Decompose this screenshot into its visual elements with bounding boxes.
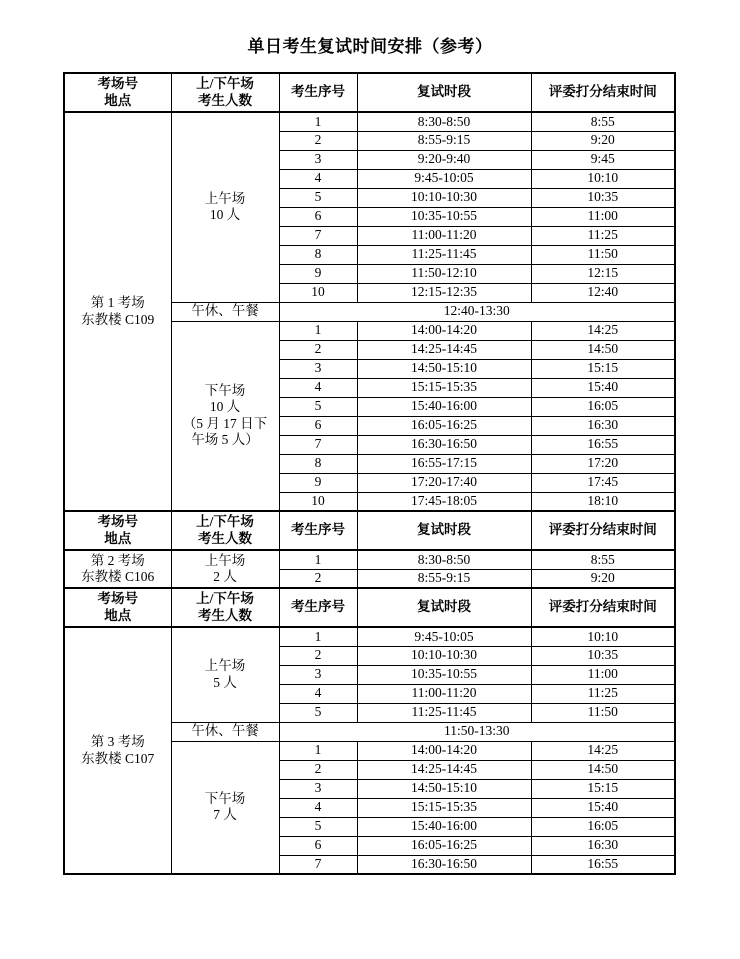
scoring-end-cell: 16:05 bbox=[531, 397, 675, 416]
candidate-seq-cell: 4 bbox=[279, 169, 357, 188]
candidate-seq-cell: 9 bbox=[279, 264, 357, 283]
break-label-cell: 午休、午餐 bbox=[171, 302, 279, 321]
interview-period-cell: 11:50-12:10 bbox=[357, 264, 531, 283]
table-row bbox=[64, 112, 675, 131]
break-time-cell: 12:40-13:30 bbox=[279, 302, 675, 321]
interview-period-cell: 10:10-10:30 bbox=[357, 646, 531, 665]
interview-period-cell: 14:00-14:20 bbox=[357, 741, 531, 760]
session-cell: 上午场 10 人 bbox=[171, 112, 279, 302]
candidate-seq-cell: 2 bbox=[279, 569, 357, 588]
break-label-cell: 午休、午餐 bbox=[171, 722, 279, 741]
interview-period-cell: 15:40-16:00 bbox=[357, 817, 531, 836]
interview-period-cell: 8:55-9:15 bbox=[357, 569, 531, 588]
candidate-seq-cell: 7 bbox=[279, 855, 357, 874]
header-row bbox=[64, 511, 675, 550]
interview-period-cell: 11:25-11:45 bbox=[357, 703, 531, 722]
scoring-end-cell: 18:10 bbox=[531, 492, 675, 511]
candidate-seq-cell: 6 bbox=[279, 207, 357, 226]
session-cell: 上午场 2 人 bbox=[171, 550, 279, 588]
interview-period-cell: 11:25-11:45 bbox=[357, 245, 531, 264]
candidate-seq-cell: 6 bbox=[279, 416, 357, 435]
header-room-cell: 考场号 地点 bbox=[64, 588, 171, 627]
candidate-seq-cell: 2 bbox=[279, 340, 357, 359]
header-row bbox=[64, 588, 675, 627]
interview-period-cell: 17:20-17:40 bbox=[357, 473, 531, 492]
scoring-end-cell: 10:10 bbox=[531, 627, 675, 646]
candidate-seq-cell: 2 bbox=[279, 131, 357, 150]
candidate-seq-cell: 9 bbox=[279, 473, 357, 492]
header-end-time-cell: 评委打分结束时间 bbox=[531, 511, 675, 550]
interview-period-cell: 16:30-16:50 bbox=[357, 435, 531, 454]
interview-period-cell: 15:15-15:35 bbox=[357, 378, 531, 397]
candidate-seq-cell: 8 bbox=[279, 454, 357, 473]
scoring-end-cell: 8:55 bbox=[531, 550, 675, 569]
candidate-seq-cell: 10 bbox=[279, 492, 357, 511]
scoring-end-cell: 16:30 bbox=[531, 836, 675, 855]
interview-period-cell: 17:45-18:05 bbox=[357, 492, 531, 511]
room-cell: 第 2 考场 东教楼 C106 bbox=[64, 550, 171, 588]
scoring-end-cell: 9:20 bbox=[531, 569, 675, 588]
interview-period-cell: 15:40-16:00 bbox=[357, 397, 531, 416]
header-end-time-cell: 评委打分结束时间 bbox=[531, 588, 675, 627]
scoring-end-cell: 15:40 bbox=[531, 378, 675, 397]
scoring-end-cell: 9:45 bbox=[531, 150, 675, 169]
scoring-end-cell: 16:05 bbox=[531, 817, 675, 836]
scoring-end-cell: 14:50 bbox=[531, 760, 675, 779]
interview-period-cell: 10:35-10:55 bbox=[357, 207, 531, 226]
candidate-seq-cell: 7 bbox=[279, 226, 357, 245]
scoring-end-cell: 8:55 bbox=[531, 112, 675, 131]
interview-period-cell: 12:15-12:35 bbox=[357, 283, 531, 302]
page-title: 单日考生复试时间安排（参考） bbox=[247, 37, 493, 56]
header-room-cell: 考场号 地点 bbox=[64, 511, 171, 550]
candidate-seq-cell: 7 bbox=[279, 435, 357, 454]
interview-period-cell: 14:00-14:20 bbox=[357, 321, 531, 340]
interview-period-cell: 11:00-11:20 bbox=[357, 226, 531, 245]
interview-period-cell: 14:50-15:10 bbox=[357, 779, 531, 798]
scoring-end-cell: 12:40 bbox=[531, 283, 675, 302]
header-seq-cell: 考生序号 bbox=[279, 588, 357, 627]
scoring-end-cell: 14:25 bbox=[531, 321, 675, 340]
candidate-seq-cell: 4 bbox=[279, 798, 357, 817]
candidate-seq-cell: 10 bbox=[279, 283, 357, 302]
header-period-cell: 复试时段 bbox=[357, 73, 531, 112]
candidate-seq-cell: 3 bbox=[279, 150, 357, 169]
scoring-end-cell: 9:20 bbox=[531, 131, 675, 150]
candidate-seq-cell: 4 bbox=[279, 378, 357, 397]
candidate-seq-cell: 1 bbox=[279, 741, 357, 760]
scoring-end-cell: 12:15 bbox=[531, 264, 675, 283]
interview-period-cell: 9:20-9:40 bbox=[357, 150, 531, 169]
scoring-end-cell: 10:35 bbox=[531, 646, 675, 665]
interview-period-cell: 16:05-16:25 bbox=[357, 836, 531, 855]
schedule-table-body bbox=[64, 73, 675, 874]
scoring-end-cell: 16:30 bbox=[531, 416, 675, 435]
header-session-cell: 上/下午场 考生人数 bbox=[171, 73, 279, 112]
scoring-end-cell: 16:55 bbox=[531, 855, 675, 874]
candidate-seq-cell: 5 bbox=[279, 817, 357, 836]
candidate-seq-cell: 4 bbox=[279, 684, 357, 703]
room-cell: 第 1 考场 东教楼 C109 bbox=[64, 112, 171, 511]
scoring-end-cell: 11:00 bbox=[531, 207, 675, 226]
candidate-seq-cell: 1 bbox=[279, 321, 357, 340]
scoring-end-cell: 11:25 bbox=[531, 684, 675, 703]
interview-period-cell: 8:30-8:50 bbox=[357, 550, 531, 569]
candidate-seq-cell: 3 bbox=[279, 665, 357, 684]
scoring-end-cell: 15:15 bbox=[531, 359, 675, 378]
scoring-end-cell: 14:50 bbox=[531, 340, 675, 359]
interview-period-cell: 9:45-10:05 bbox=[357, 169, 531, 188]
session-cell: 上午场 5 人 bbox=[171, 627, 279, 722]
header-session-cell: 上/下午场 考生人数 bbox=[171, 511, 279, 550]
interview-period-cell: 16:55-17:15 bbox=[357, 454, 531, 473]
scoring-end-cell: 10:10 bbox=[531, 169, 675, 188]
candidate-seq-cell: 1 bbox=[279, 112, 357, 131]
interview-period-cell: 14:50-15:10 bbox=[357, 359, 531, 378]
scoring-end-cell: 14:25 bbox=[531, 741, 675, 760]
schedule-table bbox=[63, 72, 676, 875]
header-end-time-cell: 评委打分结束时间 bbox=[531, 73, 675, 112]
interview-period-cell: 10:10-10:30 bbox=[357, 188, 531, 207]
interview-period-cell: 11:00-11:20 bbox=[357, 684, 531, 703]
break-time-cell: 11:50-13:30 bbox=[279, 722, 675, 741]
interview-period-cell: 16:05-16:25 bbox=[357, 416, 531, 435]
candidate-seq-cell: 8 bbox=[279, 245, 357, 264]
scoring-end-cell: 17:20 bbox=[531, 454, 675, 473]
header-period-cell: 复试时段 bbox=[357, 511, 531, 550]
candidate-seq-cell: 1 bbox=[279, 627, 357, 646]
interview-period-cell: 16:30-16:50 bbox=[357, 855, 531, 874]
candidate-seq-cell: 5 bbox=[279, 397, 357, 416]
scoring-end-cell: 15:15 bbox=[531, 779, 675, 798]
header-room-cell: 考场号 地点 bbox=[64, 73, 171, 112]
candidate-seq-cell: 1 bbox=[279, 550, 357, 569]
room-cell: 第 3 考场 东教楼 C107 bbox=[64, 627, 171, 874]
scoring-end-cell: 11:50 bbox=[531, 703, 675, 722]
scoring-end-cell: 11:50 bbox=[531, 245, 675, 264]
interview-period-cell: 10:35-10:55 bbox=[357, 665, 531, 684]
interview-period-cell: 8:55-9:15 bbox=[357, 131, 531, 150]
candidate-seq-cell: 2 bbox=[279, 646, 357, 665]
header-seq-cell: 考生序号 bbox=[279, 511, 357, 550]
candidate-seq-cell: 5 bbox=[279, 703, 357, 722]
interview-period-cell: 14:25-14:45 bbox=[357, 340, 531, 359]
interview-period-cell: 9:45-10:05 bbox=[357, 627, 531, 646]
scoring-end-cell: 11:00 bbox=[531, 665, 675, 684]
candidate-seq-cell: 6 bbox=[279, 836, 357, 855]
scoring-end-cell: 15:40 bbox=[531, 798, 675, 817]
scoring-end-cell: 11:25 bbox=[531, 226, 675, 245]
interview-period-cell: 14:25-14:45 bbox=[357, 760, 531, 779]
scoring-end-cell: 10:35 bbox=[531, 188, 675, 207]
candidate-seq-cell: 5 bbox=[279, 188, 357, 207]
interview-period-cell: 8:30-8:50 bbox=[357, 112, 531, 131]
session-cell: 下午场 10 人 （5 月 17 日下 午场 5 人） bbox=[171, 321, 279, 511]
table-row bbox=[64, 550, 675, 569]
candidate-seq-cell: 3 bbox=[279, 359, 357, 378]
table-row bbox=[64, 627, 675, 646]
header-period-cell: 复试时段 bbox=[357, 588, 531, 627]
header-seq-cell: 考生序号 bbox=[279, 73, 357, 112]
header-row bbox=[64, 73, 675, 112]
candidate-seq-cell: 2 bbox=[279, 760, 357, 779]
candidate-seq-cell: 3 bbox=[279, 779, 357, 798]
session-cell: 下午场 7 人 bbox=[171, 741, 279, 874]
scoring-end-cell: 16:55 bbox=[531, 435, 675, 454]
scoring-end-cell: 17:45 bbox=[531, 473, 675, 492]
interview-period-cell: 15:15-15:35 bbox=[357, 798, 531, 817]
header-session-cell: 上/下午场 考生人数 bbox=[171, 588, 279, 627]
